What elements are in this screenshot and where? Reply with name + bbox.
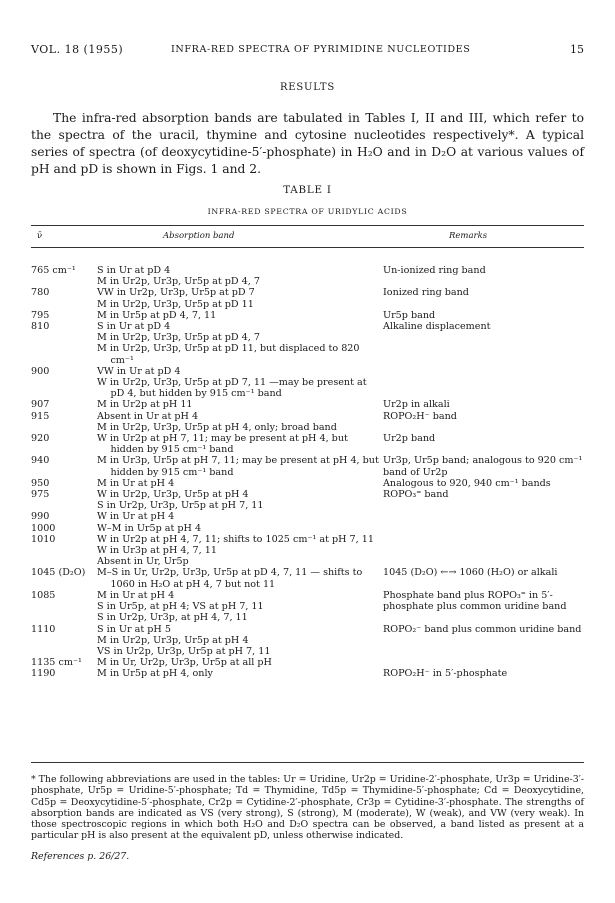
absorption-cell: [97, 455, 383, 477]
wavenumber-cell: [31, 646, 97, 657]
remark-entry: Analogous to 920, 940 cm⁻¹ bands: [383, 477, 551, 489]
absorption-cell: [97, 668, 383, 679]
remark-entry: Ur5p band: [383, 309, 436, 321]
absorption-entry: S in Ur5p, at pH 4; VS at pH 7, 11: [97, 601, 264, 613]
remarks-cell: [383, 478, 583, 489]
remarks-cell: [383, 657, 583, 668]
header-wavenumber: ν̄: [37, 231, 43, 241]
remark-entry: ROPO₂⁻ band plus common uridine band: [383, 623, 582, 635]
wavenumber-cell: 900: [31, 365, 50, 377]
wavenumber-cell: 1110: [31, 623, 56, 635]
remarks-cell: [383, 534, 583, 568]
remarks-cell: [383, 433, 583, 455]
absorption-cell: [97, 534, 383, 568]
absorption-entry: W in Ur2p, Ur3p, Ur5p at pD 7, 11 —may be present at pD 4, but hidden by 915 cm⁻¹ band: [97, 377, 367, 400]
absorption-cell: [97, 399, 383, 410]
wavenumber-cell: 1045 (D₂O): [31, 567, 86, 579]
section-heading: RESULTS: [279, 82, 336, 93]
wavenumber-cell: 907: [31, 399, 50, 411]
references-note: References p. 26/27.: [31, 851, 130, 862]
absorption-cell: [97, 511, 383, 522]
absorption-cell: [97, 411, 383, 433]
absorption-entry: S in Ur2p, Ur3p, at pH 4, 7, 11: [97, 612, 248, 624]
absorption-cell: [97, 657, 383, 668]
absorption-cell: [97, 433, 383, 455]
table-row: [31, 646, 584, 657]
absorption-entry: M in Ur2p, Ur3p, Ur5p at pD 11, but displaced to 820 cm⁻¹: [97, 343, 360, 366]
footnote: * The following abbreviations are used in the tables: Ur = Uridine, Ur2p = Uridine-2′-phosphate, Ur3p = Uridine-3′-phosphate, Ur5p = Uridine-5′-phosphate; Td = Thymidine, Td5p = Thymidine-5′-phosphate; Cd = Deoxycytidine, Cd5p = Deoxycytidine-5′-phosphate, Cr2p = Cytidine-2′-phosphate, Cr3p = Cytidine-3′-phosphate. The strengths of absorption bands are indicated as VS (very strong), S (strong), M (moderate), W (weak), and VW (very weak). In those spectroscopic regions in which both H₂O and D₂O spectra can be observed, a band listed as present at a particular pH is also present at the equivalent pD, unless otherwise indicated.: [31, 774, 584, 842]
remark-entry: Ur2p band: [383, 433, 436, 445]
absorption-cell: [97, 624, 383, 646]
wavenumber-cell: 940: [31, 455, 50, 467]
absorption-entry: Absent in Ur, Ur5p: [97, 556, 189, 568]
table-label: TABLE I: [283, 184, 332, 196]
table-row: [31, 657, 584, 668]
table-top-rule: [31, 225, 584, 226]
remark-entry: Ur3p, Ur5p band; analogous to 920 cm⁻¹ band of Ur2p: [383, 455, 583, 478]
absorption-entry: VW in Ur2p, Ur3p, Ur5p at pD 7: [97, 287, 255, 299]
table-header-rule: [31, 247, 584, 248]
remarks-cell: [383, 646, 583, 657]
absorption-entry: W in Ur2p at pH 4, 7, 11; shifts to 1025 cm⁻¹ at pH 7, 11: [97, 533, 374, 545]
absorption-entry: W in Ur at pH 4: [97, 511, 175, 523]
absorption-entry: M–S in Ur, Ur2p, Ur3p, Ur5p at pD 4, 7, 11 — shifts to 1060 in H₂O at pH 4, 7 but not 11: [97, 567, 363, 590]
wavenumber-cell: 975: [31, 489, 50, 501]
wavenumber-cell: 765 cm⁻¹: [31, 265, 76, 276]
absorption-entry: S in Ur at pD 4: [97, 265, 171, 276]
running-title: INFRA-RED SPECTRA OF PYRIMIDINE NUCLEOTIDES: [171, 44, 471, 55]
absorption-entry: M in Ur5p at pD 4, 7, 11: [97, 309, 217, 321]
wavenumber-cell: 1085: [31, 589, 56, 601]
absorption-cell: [97, 489, 383, 511]
wavenumber-cell: 810: [31, 321, 50, 333]
absorption-entry: S in Ur at pH 5: [97, 623, 171, 635]
absorption-cell: [97, 321, 383, 366]
absorption-entry: M in Ur2p, Ur3p, Ur5p at pH 4: [97, 634, 249, 646]
absorption-entry: M in Ur at pH 4: [97, 589, 175, 601]
wavenumber-cell: 1000: [31, 522, 56, 534]
header-absorption: Absorption band: [163, 231, 235, 241]
remarks-cell: [383, 590, 583, 624]
remarks-cell: [383, 511, 583, 522]
table-row: [31, 590, 584, 624]
table-row: [31, 321, 584, 366]
absorption-cell: [97, 265, 383, 287]
table-row: [31, 624, 584, 646]
absorption-entry: M in Ur, Ur2p, Ur3p, Ur5p at all pH: [97, 657, 272, 669]
absorption-entry: M in Ur2p, Ur3p, Ur5p at pD 4, 7: [97, 332, 260, 344]
remark-entry: Phosphate band plus ROPO₃⁼ in 5′-phosphate plus common uridine band: [383, 589, 567, 613]
table-row: [31, 511, 584, 522]
remark-entry: Ionized ring band: [383, 287, 469, 299]
remark-entry: Alkaline displacement: [383, 321, 491, 333]
absorption-entry: M in Ur2p, Ur3p, Ur5p at pD 4, 7: [97, 276, 260, 288]
absorption-entry: W–M in Ur5p at pH 4: [97, 522, 202, 534]
absorption-cell: [97, 523, 383, 534]
remarks-cell: [383, 265, 583, 287]
remarks-cell: [383, 411, 583, 433]
remark-entry: Un-ionized ring band: [383, 265, 486, 276]
remarks-cell: [383, 455, 583, 477]
table-row: [31, 265, 584, 287]
remarks-cell: [383, 399, 583, 410]
absorption-cell: [97, 287, 383, 309]
absorption-entry: S in Ur2p, Ur3p, Ur5p at pH 7, 11: [97, 500, 264, 512]
table-row: [31, 310, 584, 321]
remark-entry: ROPO₂H⁻ in 5′-phosphate: [383, 668, 508, 680]
remark-entry: 1045 (D₂O) ←→ 1060 (H₂O) or alkali: [383, 567, 558, 579]
remarks-cell: [383, 523, 583, 534]
wavenumber-cell: 950: [31, 477, 50, 489]
absorption-cell: [97, 310, 383, 321]
remarks-cell: [383, 567, 583, 589]
volume-label: VOL. 18 (1955): [31, 43, 124, 56]
remarks-cell: [383, 366, 583, 400]
table-row: [31, 567, 584, 589]
table-row: [31, 433, 584, 455]
absorption-entry: S in Ur at pD 4: [97, 321, 171, 333]
table-row: [31, 489, 584, 511]
table-row: [31, 399, 584, 410]
absorption-cell: [97, 567, 383, 589]
wavenumber-cell: 1010: [31, 533, 56, 545]
table-row: [31, 366, 584, 400]
wavenumber-cell: 1190: [31, 668, 56, 680]
absorption-entry: VW in Ur at pD 4: [97, 365, 181, 377]
wavenumber-cell: 915: [31, 410, 50, 422]
table-row: [31, 523, 584, 534]
table-row: [31, 411, 584, 433]
wavenumber-cell: 920: [31, 433, 50, 445]
absorption-entry: VS in Ur2p, Ur3p, Ur5p at pH 7, 11: [97, 645, 271, 657]
page-number: 15: [570, 43, 584, 56]
absorption-cell: [97, 590, 383, 624]
table-row: [31, 534, 584, 568]
remarks-cell: [383, 668, 583, 679]
absorption-entry: M in Ur3p, Ur5p at pH 7, 11; may be present at pH 4, but hidden by 915 cm⁻¹ band: [97, 455, 379, 478]
absorption-entry: M in Ur5p at pH 4, only: [97, 668, 213, 680]
table-body: [31, 265, 584, 680]
remarks-cell: [383, 287, 583, 309]
wavenumber-cell: 990: [31, 511, 50, 523]
absorption-cell: [97, 478, 383, 489]
remarks-cell: [383, 321, 583, 366]
intro-paragraph: The infra-red absorption bands are tabulated in Tables I, II and III, which refer to the spectra of the uracil, thymine and cytosine nucleotides respectively*. A typical series of spectra (of deoxycytidine-5′-phosphate) in H₂O and in D₂O at various values of pH and pD is shown in Figs. 1 and 2.: [31, 111, 584, 176]
absorption-entry: M in Ur at pH 4: [97, 477, 175, 489]
remark-entry: ROPO₃⁼ band: [383, 489, 449, 501]
table-row: [31, 455, 584, 477]
table-bottom-rule: [31, 762, 584, 763]
remarks-cell: [383, 310, 583, 321]
absorption-entry: W in Ur2p at pH 7, 11; may be present at pH 4, but hidden by 915 cm⁻¹ band: [97, 433, 348, 456]
absorption-entry: Absent in Ur at pH 4: [97, 410, 199, 422]
remark-entry: Ur2p in alkali: [383, 399, 450, 411]
header-remarks: Remarks: [449, 231, 488, 241]
table-row: [31, 668, 584, 679]
absorption-entry: M in Ur2p, Ur3p, Ur5p at pH 4, only; broad band: [97, 421, 337, 433]
remark-entry: ROPO₂H⁻ band: [383, 410, 457, 422]
absorption-entry: W in Ur2p, Ur3p, Ur5p at pH 4: [97, 489, 249, 501]
absorption-cell: [97, 646, 383, 657]
table-caption: INFRA-RED SPECTRA OF URIDYLIC ACIDS: [207, 207, 408, 216]
table-row: [31, 287, 584, 309]
wavenumber-cell: 780: [31, 287, 50, 299]
wavenumber-cell: 795: [31, 309, 50, 321]
page: [31, 0, 584, 903]
table-header: [31, 231, 584, 241]
absorption-entry: M in Ur2p at pH 11: [97, 399, 193, 411]
table-row: [31, 478, 584, 489]
absorption-entry: M in Ur2p, Ur3p, Ur5p at pD 11: [97, 298, 254, 310]
wavenumber-cell: 1135 cm⁻¹: [31, 657, 82, 669]
remarks-cell: [383, 624, 583, 646]
absorption-entry: W in Ur3p at pH 4, 7, 11: [97, 545, 217, 557]
absorption-cell: [97, 366, 383, 400]
remarks-cell: [383, 489, 583, 511]
